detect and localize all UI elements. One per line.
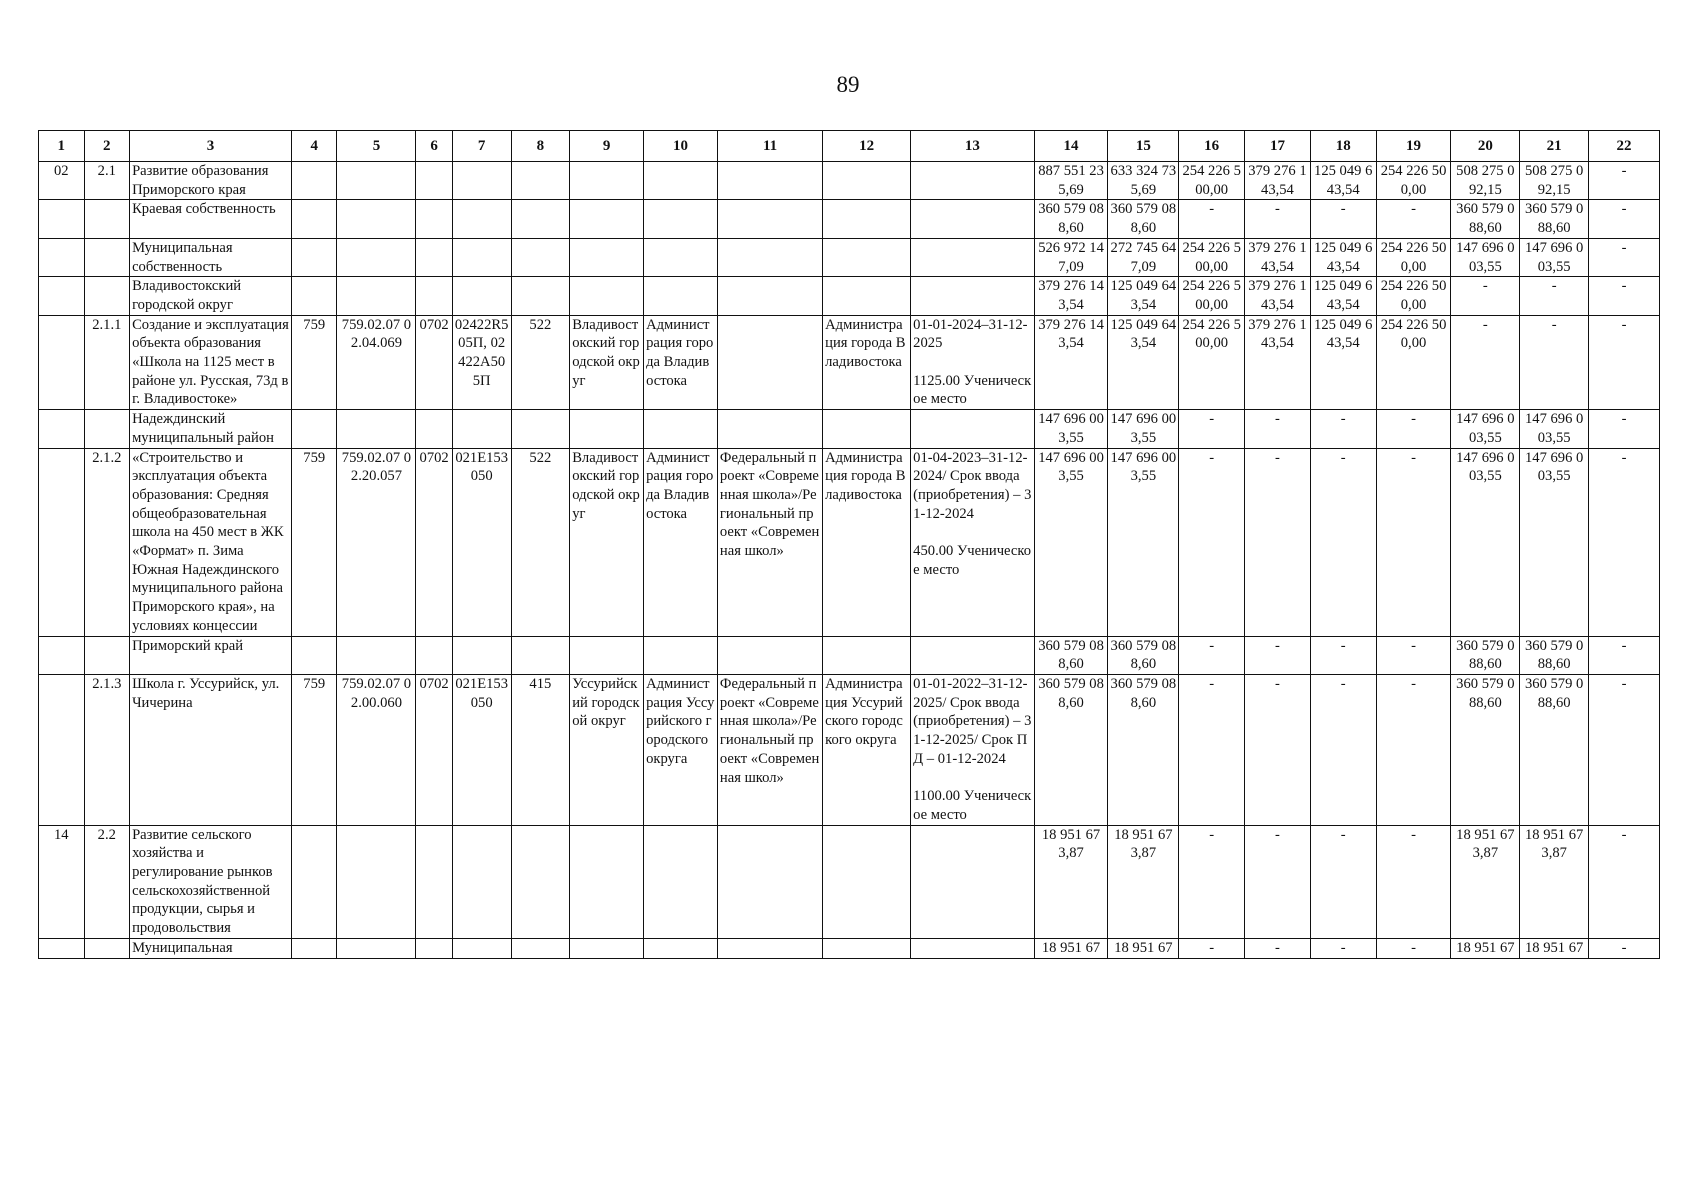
- cell-col-14: 379 276 143,54: [1034, 277, 1108, 315]
- cell-col-10: Администрация города Владивостока: [644, 315, 718, 410]
- cell-col-16: 254 226 500,00: [1179, 315, 1245, 410]
- cell-col-12: [823, 410, 911, 448]
- cell-col-20: 360 579 088,60: [1451, 636, 1520, 674]
- table-body: [39, 162, 1660, 959]
- cell-col-6: [416, 636, 452, 674]
- cell-col-7: 021E153050: [452, 448, 511, 636]
- cell-col-5: [337, 825, 416, 938]
- cell-col-3: Развитие образования Приморского края: [130, 162, 292, 200]
- cell-col-19: -: [1376, 825, 1451, 938]
- cell-col-4: 759: [291, 448, 337, 636]
- cell-col-20: 360 579 088,60: [1451, 200, 1520, 238]
- cell-col-19: 254 226 500,00: [1376, 315, 1451, 410]
- cell-col-11: [717, 277, 822, 315]
- table-row: [39, 315, 1660, 410]
- cell-col-3: Развитие сельского хозяйства и регулирование рынков сельскохозяйственной продукции, сырья и продовольствия: [130, 825, 292, 938]
- cell-col-20: 508 275 092,15: [1451, 162, 1520, 200]
- cell-col-8: [511, 938, 570, 958]
- cell-col-11: [717, 162, 822, 200]
- cell-col-10: [644, 238, 718, 276]
- cell-col-17: -: [1245, 636, 1311, 674]
- cell-col-18: -: [1310, 825, 1376, 938]
- cell-col-6: [416, 825, 452, 938]
- cell-col-3: Создание и эксплуатация объекта образования «Школа на 1125 мест в районе ул. Русская, 73д в г. Владивостоке»: [130, 315, 292, 410]
- cell-col-18: -: [1310, 410, 1376, 448]
- cell-col-1: [39, 448, 85, 636]
- cell-col-17: -: [1245, 200, 1311, 238]
- cell-col-3: Школа г. Уссурийск, ул. Чичерина: [130, 674, 292, 825]
- cell-col-11: [717, 825, 822, 938]
- cell-col-21: -: [1520, 277, 1589, 315]
- cell-col-20: -: [1451, 277, 1520, 315]
- cell-col-8: [511, 277, 570, 315]
- cell-col-22: -: [1589, 825, 1660, 938]
- cell-col-4: [291, 825, 337, 938]
- cell-col-16: -: [1179, 938, 1245, 958]
- cell-col-8: [511, 238, 570, 276]
- cell-col-4: [291, 938, 337, 958]
- cell-col-7: [452, 938, 511, 958]
- column-header: 15: [1108, 131, 1179, 162]
- cell-col-18: 125 049 643,54: [1310, 315, 1376, 410]
- cell-col-12: Администрация города Владивостока: [823, 315, 911, 410]
- cell-col-22: -: [1589, 238, 1660, 276]
- column-header: 21: [1520, 131, 1589, 162]
- cell-col-10: Администрация города Владивостока: [644, 448, 718, 636]
- cell-col-1: 14: [39, 825, 85, 938]
- cell-col-3: Муниципальная: [130, 938, 292, 958]
- cell-col-1: [39, 674, 85, 825]
- cell-col-14: 526 972 147,09: [1034, 238, 1108, 276]
- cell-col-10: [644, 277, 718, 315]
- cell-col-2: [84, 200, 130, 238]
- cell-col-14: 379 276 143,54: [1034, 315, 1108, 410]
- column-header: 17: [1245, 131, 1311, 162]
- cell-col-22: -: [1589, 277, 1660, 315]
- cell-col-7: [452, 200, 511, 238]
- cell-col-17: -: [1245, 448, 1311, 636]
- cell-col-19: 254 226 500,00: [1376, 277, 1451, 315]
- cell-col-8: [511, 825, 570, 938]
- cell-col-5: 759.02.07 02.20.057: [337, 448, 416, 636]
- column-header: 13: [911, 131, 1034, 162]
- cell-col-17: -: [1245, 410, 1311, 448]
- cell-col-18: 125 049 643,54: [1310, 277, 1376, 315]
- cell-col-6: 0702: [416, 315, 452, 410]
- cell-col-4: [291, 200, 337, 238]
- cell-col-17: 379 276 143,54: [1245, 277, 1311, 315]
- cell-col-20: 147 696 003,55: [1451, 410, 1520, 448]
- cell-col-20: 18 951 673,87: [1451, 825, 1520, 938]
- cell-col-13: 01-01-2024–31-12-2025 1125.00 Ученическое место: [911, 315, 1034, 410]
- table-row: [39, 825, 1660, 938]
- table-row: [39, 636, 1660, 674]
- cell-col-16: -: [1179, 448, 1245, 636]
- column-header: 18: [1310, 131, 1376, 162]
- column-header: 20: [1451, 131, 1520, 162]
- cell-col-19: 254 226 500,00: [1376, 238, 1451, 276]
- cell-col-22: -: [1589, 315, 1660, 410]
- cell-col-18: -: [1310, 674, 1376, 825]
- cell-col-22: -: [1589, 938, 1660, 958]
- cell-col-13: [911, 410, 1034, 448]
- cell-col-11: [717, 410, 822, 448]
- cell-col-4: [291, 162, 337, 200]
- cell-col-18: -: [1310, 200, 1376, 238]
- column-header: 3: [130, 131, 292, 162]
- table-row: [39, 200, 1660, 238]
- cell-col-9: [570, 938, 644, 958]
- cell-col-15: 360 579 088,60: [1108, 200, 1179, 238]
- cell-col-12: Администрация города Владивостока: [823, 448, 911, 636]
- cell-col-16: -: [1179, 825, 1245, 938]
- cell-col-11: [717, 200, 822, 238]
- cell-col-21: -: [1520, 315, 1589, 410]
- cell-col-5: [337, 277, 416, 315]
- cell-col-13: [911, 200, 1034, 238]
- cell-col-15: 272 745 647,09: [1108, 238, 1179, 276]
- cell-col-3: «Строительство и эксплуатация объекта образования: Средняя общеобразовательная школа на 450 мест в ЖК «Формат» п. Зима Южная Надеждинского муниципального района Приморского края», на условиях концессии: [130, 448, 292, 636]
- cell-col-19: -: [1376, 448, 1451, 636]
- cell-col-9: [570, 410, 644, 448]
- cell-col-17: -: [1245, 825, 1311, 938]
- cell-col-12: [823, 825, 911, 938]
- column-header: 19: [1376, 131, 1451, 162]
- cell-col-4: [291, 238, 337, 276]
- cell-col-7: [452, 162, 511, 200]
- cell-col-2: [84, 636, 130, 674]
- cell-col-15: 633 324 735,69: [1108, 162, 1179, 200]
- cell-col-9: [570, 238, 644, 276]
- cell-col-22: -: [1589, 448, 1660, 636]
- cell-col-4: [291, 277, 337, 315]
- cell-col-1: [39, 938, 85, 958]
- cell-col-9: Уссурийский городской округ: [570, 674, 644, 825]
- cell-col-6: [416, 938, 452, 958]
- cell-col-12: [823, 238, 911, 276]
- column-header: 10: [644, 131, 718, 162]
- cell-col-8: [511, 636, 570, 674]
- cell-col-13: [911, 938, 1034, 958]
- cell-col-21: 360 579 088,60: [1520, 200, 1589, 238]
- cell-col-18: 125 049 643,54: [1310, 238, 1376, 276]
- cell-col-13: [911, 277, 1034, 315]
- cell-col-4: 759: [291, 315, 337, 410]
- cell-col-1: [39, 238, 85, 276]
- column-header: 8: [511, 131, 570, 162]
- table-row: [39, 162, 1660, 200]
- cell-col-7: [452, 636, 511, 674]
- cell-col-9: [570, 277, 644, 315]
- table-row: [39, 448, 1660, 636]
- cell-col-21: 147 696 003,55: [1520, 410, 1589, 448]
- cell-col-5: 759.02.07 02.04.069: [337, 315, 416, 410]
- cell-col-16: -: [1179, 200, 1245, 238]
- cell-col-9: [570, 200, 644, 238]
- column-header: 14: [1034, 131, 1108, 162]
- cell-col-10: [644, 162, 718, 200]
- cell-col-15: 18 951 673,87: [1108, 825, 1179, 938]
- cell-col-17: -: [1245, 938, 1311, 958]
- cell-col-2: 2.2: [84, 825, 130, 938]
- table-row: [39, 674, 1660, 825]
- cell-col-7: [452, 410, 511, 448]
- cell-col-13: 01-01-2022–31-12-2025/ Срок ввода (приобретения) – 31-12-2025/ Срок ПД – 01-12-2024 1100.00 Ученическое место: [911, 674, 1034, 825]
- cell-col-9: [570, 825, 644, 938]
- cell-col-14: 360 579 088,60: [1034, 674, 1108, 825]
- cell-col-19: -: [1376, 636, 1451, 674]
- cell-col-12: [823, 277, 911, 315]
- cell-col-13: [911, 636, 1034, 674]
- cell-col-8: [511, 162, 570, 200]
- cell-col-20: 360 579 088,60: [1451, 674, 1520, 825]
- cell-col-9: [570, 162, 644, 200]
- cell-col-5: [337, 938, 416, 958]
- cell-col-12: [823, 636, 911, 674]
- cell-col-18: -: [1310, 636, 1376, 674]
- cell-col-4: 759: [291, 674, 337, 825]
- cell-col-16: 254 226 500,00: [1179, 277, 1245, 315]
- cell-col-7: 021E153050: [452, 674, 511, 825]
- cell-col-14: 18 951 67: [1034, 938, 1108, 958]
- column-header: 6: [416, 131, 452, 162]
- cell-col-17: 379 276 143,54: [1245, 315, 1311, 410]
- cell-col-15: 147 696 003,55: [1108, 410, 1179, 448]
- cell-col-3: Краевая собственность: [130, 200, 292, 238]
- cell-col-14: 18 951 673,87: [1034, 825, 1108, 938]
- cell-col-22: -: [1589, 636, 1660, 674]
- cell-col-22: -: [1589, 410, 1660, 448]
- cell-col-21: 508 275 092,15: [1520, 162, 1589, 200]
- table-row: [39, 238, 1660, 276]
- cell-col-1: [39, 277, 85, 315]
- cell-col-2: [84, 410, 130, 448]
- cell-col-6: [416, 410, 452, 448]
- cell-col-15: 125 049 643,54: [1108, 315, 1179, 410]
- cell-col-11: [717, 238, 822, 276]
- cell-col-12: Администрация Уссурийского городского округа: [823, 674, 911, 825]
- cell-col-17: 379 276 143,54: [1245, 162, 1311, 200]
- cell-col-21: 147 696 003,55: [1520, 448, 1589, 636]
- cell-col-16: -: [1179, 410, 1245, 448]
- table-row: [39, 410, 1660, 448]
- cell-col-15: 147 696 003,55: [1108, 448, 1179, 636]
- table-row: [39, 938, 1660, 958]
- cell-col-9: [570, 636, 644, 674]
- cell-col-14: 887 551 235,69: [1034, 162, 1108, 200]
- column-header: 5: [337, 131, 416, 162]
- cell-col-4: [291, 410, 337, 448]
- cell-col-11: Федеральный проект «Современная школа»/Региональный проект «Современная школ»: [717, 448, 822, 636]
- cell-col-6: [416, 162, 452, 200]
- cell-col-2: [84, 938, 130, 958]
- cell-col-1: 02: [39, 162, 85, 200]
- cell-col-3: Муниципальная собственность: [130, 238, 292, 276]
- cell-col-16: -: [1179, 636, 1245, 674]
- cell-col-17: -: [1245, 674, 1311, 825]
- cell-col-13: [911, 238, 1034, 276]
- cell-col-8: 522: [511, 448, 570, 636]
- table-row: [39, 277, 1660, 315]
- column-header: 1: [39, 131, 85, 162]
- cell-col-13: [911, 162, 1034, 200]
- column-header: 12: [823, 131, 911, 162]
- cell-col-21: 18 951 673,87: [1520, 825, 1589, 938]
- cell-col-16: 254 226 500,00: [1179, 162, 1245, 200]
- cell-col-13: 01-04-2023–31-12-2024/ Срок ввода (приобретения) – 31-12-2024 450.00 Ученическое место: [911, 448, 1034, 636]
- cell-col-12: [823, 938, 911, 958]
- column-header: 11: [717, 131, 822, 162]
- cell-col-5: [337, 238, 416, 276]
- cell-col-11: [717, 315, 822, 410]
- cell-col-5: 759.02.07 02.00.060: [337, 674, 416, 825]
- budget-table: [38, 130, 1660, 959]
- cell-col-9: Владивостокский городской округ: [570, 448, 644, 636]
- cell-col-20: 18 951 67: [1451, 938, 1520, 958]
- column-header: 16: [1179, 131, 1245, 162]
- cell-col-7: [452, 277, 511, 315]
- column-header: 4: [291, 131, 337, 162]
- cell-col-12: [823, 200, 911, 238]
- cell-col-14: 360 579 088,60: [1034, 636, 1108, 674]
- column-header: 22: [1589, 131, 1660, 162]
- cell-col-2: 2.1: [84, 162, 130, 200]
- cell-col-21: 147 696 003,55: [1520, 238, 1589, 276]
- cell-col-11: Федеральный проект «Современная школа»/Региональный проект «Современная школ»: [717, 674, 822, 825]
- cell-col-20: 147 696 003,55: [1451, 238, 1520, 276]
- cell-col-7: [452, 238, 511, 276]
- cell-col-10: [644, 938, 718, 958]
- cell-col-18: 125 049 643,54: [1310, 162, 1376, 200]
- cell-col-8: [511, 200, 570, 238]
- cell-col-15: 18 951 67: [1108, 938, 1179, 958]
- cell-col-10: Администрация Уссурийского городского округа: [644, 674, 718, 825]
- cell-col-14: 147 696 003,55: [1034, 410, 1108, 448]
- cell-col-2: 2.1.1: [84, 315, 130, 410]
- column-header: 2: [84, 131, 130, 162]
- cell-col-6: 0702: [416, 448, 452, 636]
- cell-col-22: -: [1589, 674, 1660, 825]
- cell-col-1: [39, 315, 85, 410]
- cell-col-14: 147 696 003,55: [1034, 448, 1108, 636]
- cell-col-21: 360 579 088,60: [1520, 674, 1589, 825]
- cell-col-13: [911, 825, 1034, 938]
- cell-col-10: [644, 825, 718, 938]
- cell-col-21: 18 951 67: [1520, 938, 1589, 958]
- cell-col-5: [337, 162, 416, 200]
- cell-col-19: 254 226 500,00: [1376, 162, 1451, 200]
- cell-col-15: 360 579 088,60: [1108, 674, 1179, 825]
- cell-col-10: [644, 410, 718, 448]
- cell-col-11: [717, 636, 822, 674]
- cell-col-22: -: [1589, 200, 1660, 238]
- column-header: 7: [452, 131, 511, 162]
- cell-col-9: Владивостокский городской округ: [570, 315, 644, 410]
- cell-col-19: -: [1376, 200, 1451, 238]
- cell-col-2: 2.1.2: [84, 448, 130, 636]
- cell-col-1: [39, 410, 85, 448]
- cell-col-20: -: [1451, 315, 1520, 410]
- cell-col-12: [823, 162, 911, 200]
- cell-col-16: 254 226 500,00: [1179, 238, 1245, 276]
- cell-col-14: 360 579 088,60: [1034, 200, 1108, 238]
- cell-col-8: 415: [511, 674, 570, 825]
- cell-col-6: [416, 200, 452, 238]
- cell-col-8: [511, 410, 570, 448]
- cell-col-4: [291, 636, 337, 674]
- cell-col-7: 02422R505П, 02422A505П: [452, 315, 511, 410]
- cell-col-6: [416, 277, 452, 315]
- cell-col-10: [644, 636, 718, 674]
- cell-col-21: 360 579 088,60: [1520, 636, 1589, 674]
- cell-col-3: Владивостокский городской округ: [130, 277, 292, 315]
- cell-col-5: [337, 636, 416, 674]
- cell-col-19: -: [1376, 674, 1451, 825]
- cell-col-15: 125 049 643,54: [1108, 277, 1179, 315]
- cell-col-17: 379 276 143,54: [1245, 238, 1311, 276]
- column-header: 9: [570, 131, 644, 162]
- cell-col-16: -: [1179, 674, 1245, 825]
- cell-col-1: [39, 200, 85, 238]
- cell-col-5: [337, 410, 416, 448]
- cell-col-19: -: [1376, 938, 1451, 958]
- cell-col-1: [39, 636, 85, 674]
- header-row: [39, 131, 1660, 162]
- cell-col-2: [84, 277, 130, 315]
- cell-col-8: 522: [511, 315, 570, 410]
- cell-col-11: [717, 938, 822, 958]
- cell-col-15: 360 579 088,60: [1108, 636, 1179, 674]
- page-number: 89: [836, 72, 860, 97]
- cell-col-5: [337, 200, 416, 238]
- cell-col-2: 2.1.3: [84, 674, 130, 825]
- cell-col-3: Надеждинский муниципальный район: [130, 410, 292, 448]
- cell-col-18: -: [1310, 938, 1376, 958]
- cell-col-19: -: [1376, 410, 1451, 448]
- cell-col-10: [644, 200, 718, 238]
- cell-col-3: Приморский край: [130, 636, 292, 674]
- cell-col-7: [452, 825, 511, 938]
- cell-col-20: 147 696 003,55: [1451, 448, 1520, 636]
- cell-col-18: -: [1310, 448, 1376, 636]
- cell-col-2: [84, 238, 130, 276]
- cell-col-22: -: [1589, 162, 1660, 200]
- cell-col-6: [416, 238, 452, 276]
- cell-col-6: 0702: [416, 674, 452, 825]
